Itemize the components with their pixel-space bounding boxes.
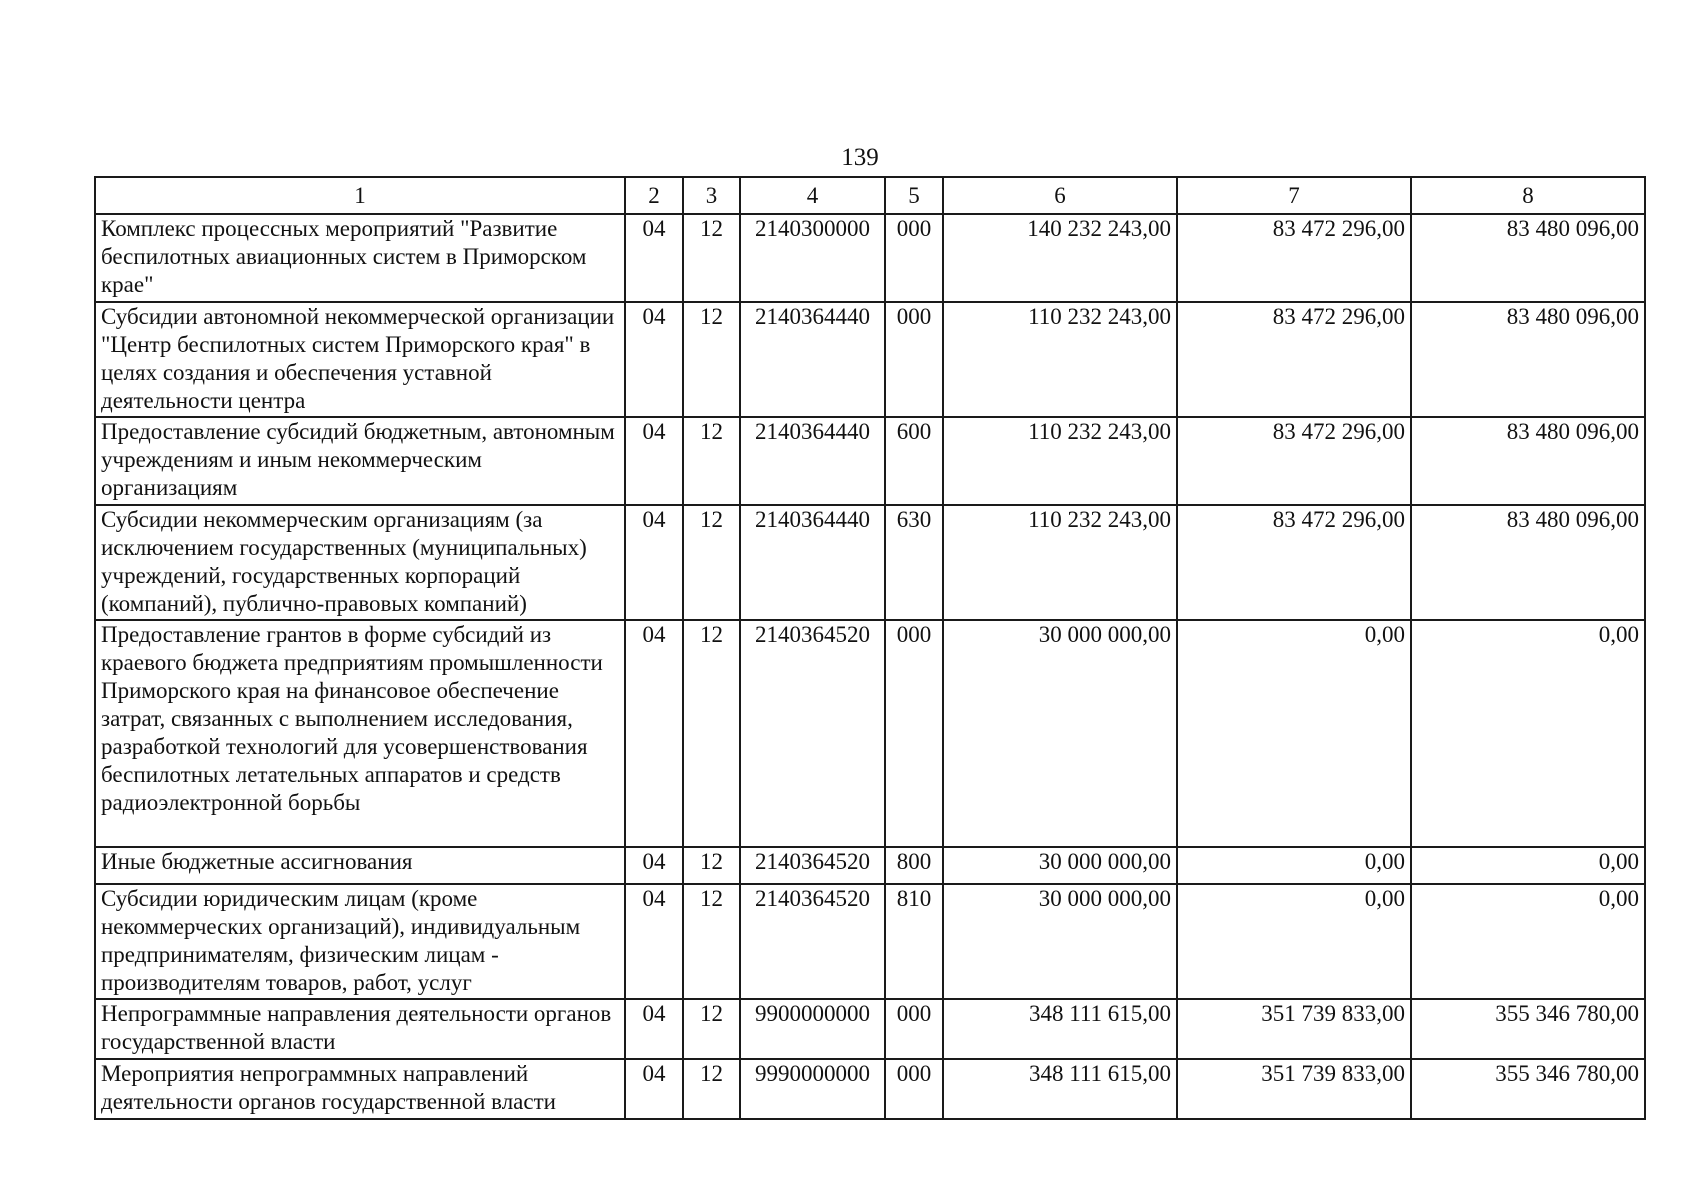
- row-name-cell: Субсидии некоммерческим организациям (за исключением государственных (муниципальных) учреждений, государственных корпораций (компаний), публично-правовых компаний): [95, 505, 625, 620]
- section-code-cell: 04: [625, 214, 683, 302]
- subsection-code-cell: 12: [683, 417, 740, 505]
- amount-year2-cell: 83 472 296,00: [1177, 505, 1411, 620]
- expense-type-cell: 000: [885, 1059, 943, 1119]
- row-name-cell: Непрограммные направления деятельности органов государственной власти: [95, 999, 625, 1059]
- table-row: [95, 847, 1645, 884]
- row-name-cell: Предоставление грантов в форме субсидий из краевого бюджета предприятиям промышленности Приморского края на финансовое обеспечение затрат, связанных с выполнением исследования, разработкой технологий для усовершенствования беспилотных летательных аппаратов и средств радиоэлектронной борьбы: [95, 620, 625, 847]
- amount-year2-cell: 0,00: [1177, 620, 1411, 847]
- subsection-code-cell: 12: [683, 505, 740, 620]
- section-code-cell: 04: [625, 1059, 683, 1119]
- row-name-cell: Субсидии юридическим лицам (кроме некоммерческих организаций), индивидуальным предпринимателям, физическим лицам - производителям товаров, работ, услуг: [95, 884, 625, 999]
- target-article-cell: 2140364440: [740, 505, 885, 620]
- amount-year3-cell: 355 346 780,00: [1411, 1059, 1645, 1119]
- amount-year2-cell: 0,00: [1177, 884, 1411, 999]
- subsection-code-cell: 12: [683, 620, 740, 847]
- expense-type-cell: 000: [885, 999, 943, 1059]
- amount-year1-cell: 348 111 615,00: [943, 999, 1177, 1059]
- section-code-cell: 04: [625, 505, 683, 620]
- subsection-code-cell: 12: [683, 1059, 740, 1119]
- amount-year3-cell: 355 346 780,00: [1411, 999, 1645, 1059]
- amount-year2-cell: 351 739 833,00: [1177, 999, 1411, 1059]
- expense-type-cell: 000: [885, 214, 943, 302]
- subsection-code-cell: 12: [683, 847, 740, 884]
- column-header: 3: [683, 177, 740, 214]
- amount-year3-cell: 0,00: [1411, 884, 1645, 999]
- column-header: 7: [1177, 177, 1411, 214]
- column-header: 4: [740, 177, 885, 214]
- table-row: [95, 1059, 1645, 1119]
- expense-type-cell: 000: [885, 620, 943, 847]
- section-code-cell: 04: [625, 847, 683, 884]
- target-article-cell: 2140364440: [740, 417, 885, 505]
- row-name-cell: Иные бюджетные ассигнования: [95, 847, 625, 884]
- table-row: [95, 417, 1645, 505]
- expense-type-cell: 000: [885, 302, 943, 417]
- table-row: [95, 505, 1645, 620]
- row-name-cell: Предоставление субсидий бюджетным, автономным учреждениям и иным некоммерческим организациям: [95, 417, 625, 505]
- expense-type-cell: 600: [885, 417, 943, 505]
- page-number: 139: [841, 144, 879, 171]
- expense-type-cell: 630: [885, 505, 943, 620]
- target-article-cell: 2140364520: [740, 620, 885, 847]
- section-code-cell: 04: [625, 417, 683, 505]
- amount-year2-cell: 83 472 296,00: [1177, 417, 1411, 505]
- amount-year1-cell: 30 000 000,00: [943, 847, 1177, 884]
- subsection-code-cell: 12: [683, 214, 740, 302]
- target-article-cell: 2140300000: [740, 214, 885, 302]
- row-name-cell: Комплекс процессных мероприятий "Развитие беспилотных авиационных систем в Приморском крае": [95, 214, 625, 302]
- column-header: 8: [1411, 177, 1645, 214]
- amount-year1-cell: 110 232 243,00: [943, 505, 1177, 620]
- expense-type-cell: 810: [885, 884, 943, 999]
- section-code-cell: 04: [625, 302, 683, 417]
- budget-table: [94, 176, 1646, 1120]
- column-header: 6: [943, 177, 1177, 214]
- subsection-code-cell: 12: [683, 884, 740, 999]
- subsection-code-cell: 12: [683, 999, 740, 1059]
- section-code-cell: 04: [625, 999, 683, 1059]
- table-row: [95, 999, 1645, 1059]
- amount-year1-cell: 30 000 000,00: [943, 884, 1177, 999]
- column-header: 1: [95, 177, 625, 214]
- subsection-code-cell: 12: [683, 302, 740, 417]
- amount-year3-cell: 83 480 096,00: [1411, 417, 1645, 505]
- target-article-cell: 9900000000: [740, 999, 885, 1059]
- row-name-cell: Мероприятия непрограммных направлений деятельности органов государственной власти: [95, 1059, 625, 1119]
- amount-year3-cell: 83 480 096,00: [1411, 302, 1645, 417]
- expense-type-cell: 800: [885, 847, 943, 884]
- section-code-cell: 04: [625, 620, 683, 847]
- target-article-cell: 9990000000: [740, 1059, 885, 1119]
- table-row: [95, 620, 1645, 847]
- section-code-cell: 04: [625, 884, 683, 999]
- amount-year2-cell: 0,00: [1177, 847, 1411, 884]
- amount-year1-cell: 348 111 615,00: [943, 1059, 1177, 1119]
- amount-year3-cell: 83 480 096,00: [1411, 214, 1645, 302]
- amount-year1-cell: 140 232 243,00: [943, 214, 1177, 302]
- amount-year1-cell: 30 000 000,00: [943, 620, 1177, 847]
- target-article-cell: 2140364440: [740, 302, 885, 417]
- amount-year1-cell: 110 232 243,00: [943, 417, 1177, 505]
- amount-year3-cell: 0,00: [1411, 620, 1645, 847]
- amount-year1-cell: 110 232 243,00: [943, 302, 1177, 417]
- table-row: [95, 214, 1645, 302]
- target-article-cell: 2140364520: [740, 884, 885, 999]
- amount-year2-cell: 83 472 296,00: [1177, 302, 1411, 417]
- target-article-cell: 2140364520: [740, 847, 885, 884]
- amount-year3-cell: 83 480 096,00: [1411, 505, 1645, 620]
- amount-year2-cell: 83 472 296,00: [1177, 214, 1411, 302]
- table-row: [95, 302, 1645, 417]
- column-header: 2: [625, 177, 683, 214]
- header-row: [95, 177, 1645, 214]
- amount-year3-cell: 0,00: [1411, 847, 1645, 884]
- amount-year2-cell: 351 739 833,00: [1177, 1059, 1411, 1119]
- table-row: [95, 884, 1645, 999]
- column-header: 5: [885, 177, 943, 214]
- row-name-cell: Субсидии автономной некоммерческой организации "Центр беспилотных систем Приморского края" в целях создания и обеспечения уставной деятельности центра: [95, 302, 625, 417]
